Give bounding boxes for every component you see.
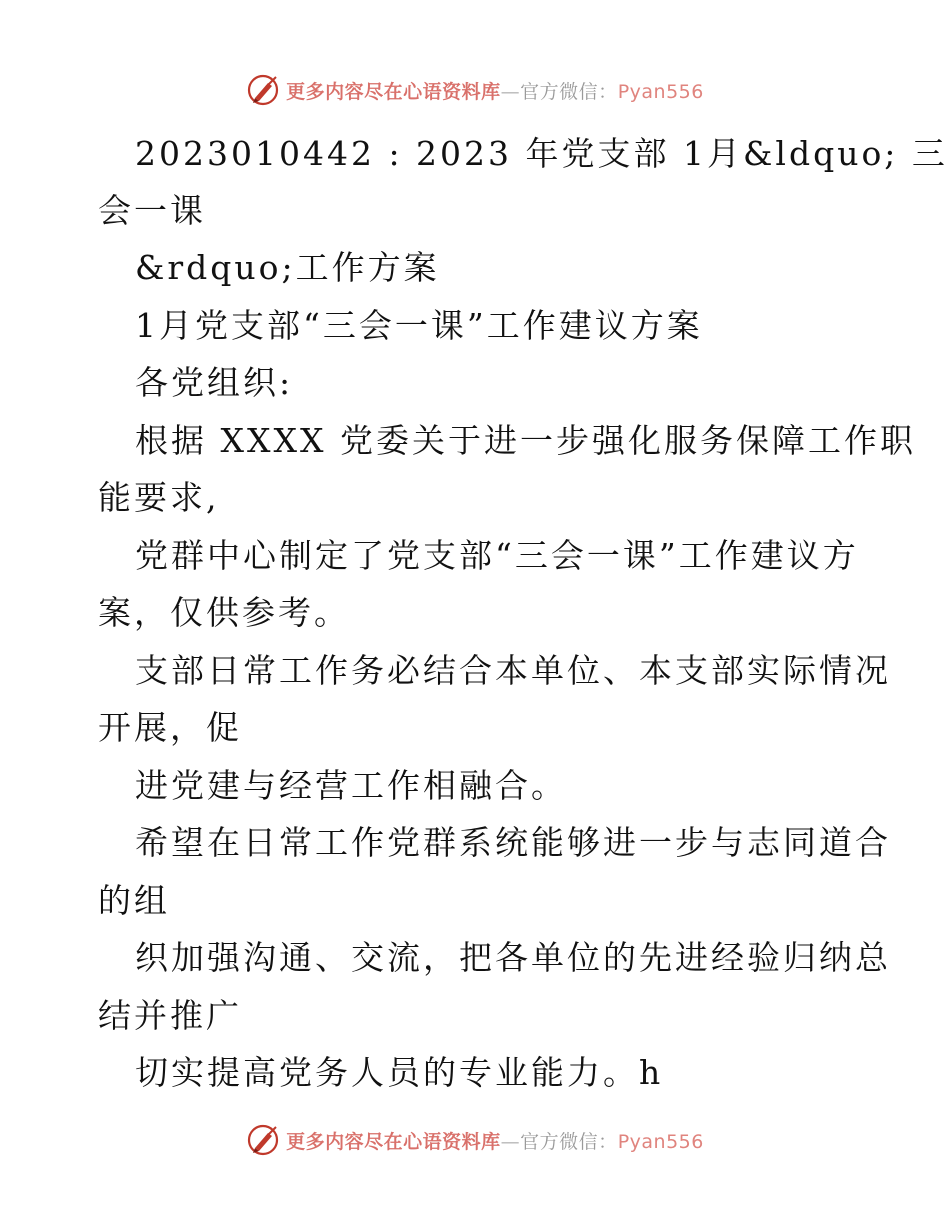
watermark-dash: — xyxy=(500,80,521,103)
watermark-footer xyxy=(0,1120,950,1160)
watermark-main: 更多内容尽在心语资料库 xyxy=(286,80,501,103)
watermark-header xyxy=(0,70,950,110)
doc-line: 根据 XXXX 党委关于进一步强化服务保障工作职 xyxy=(135,421,916,460)
doc-line: 案，仅供参考。 xyxy=(98,593,350,632)
doc-line: 结并推广 xyxy=(98,996,242,1035)
doc-line: &rdquo;工作方案 xyxy=(135,248,440,287)
watermark-main: 更多内容尽在心语资料库 xyxy=(286,1130,501,1153)
doc-line: 切实提高党务人员的专业能力。h xyxy=(135,1053,664,1092)
watermark-text xyxy=(286,77,704,104)
pen-logo-icon xyxy=(246,73,280,107)
doc-line: 进党建与经营工作相融合。 xyxy=(135,766,567,805)
doc-line: 党群中心制定了党支部“三会一课”工作建议方 xyxy=(135,536,859,575)
doc-line: 开展，促 xyxy=(98,708,242,747)
doc-line: 会一课 xyxy=(98,191,206,230)
pen-logo-icon xyxy=(246,1123,280,1157)
doc-line: 1月党支部“三会一课”工作建议方案 xyxy=(135,306,703,345)
watermark-official: 官方微信： xyxy=(520,1130,618,1153)
doc-line: 织加强沟通、交流，把各单位的先进经验归纳总 xyxy=(135,938,891,977)
doc-line: 支部日常工作务必结合本单位、本支部实际情况 xyxy=(135,651,891,690)
watermark-id: Pyan556 xyxy=(617,80,704,103)
watermark-text xyxy=(286,1127,704,1154)
watermark-dash: — xyxy=(500,1130,521,1153)
watermark-id: Pyan556 xyxy=(617,1130,704,1153)
doc-line: 各党组织: xyxy=(135,363,294,402)
doc-line: 希望在日常工作党群系统能够进一步与志同道合 xyxy=(135,823,891,862)
doc-line: 能要求, xyxy=(98,478,220,517)
doc-line: 2023010442 : 2023 年党支部 1月&ldquo; 三 xyxy=(135,134,948,173)
doc-line: 的组 xyxy=(98,881,170,920)
watermark-official: 官方微信： xyxy=(520,80,618,103)
